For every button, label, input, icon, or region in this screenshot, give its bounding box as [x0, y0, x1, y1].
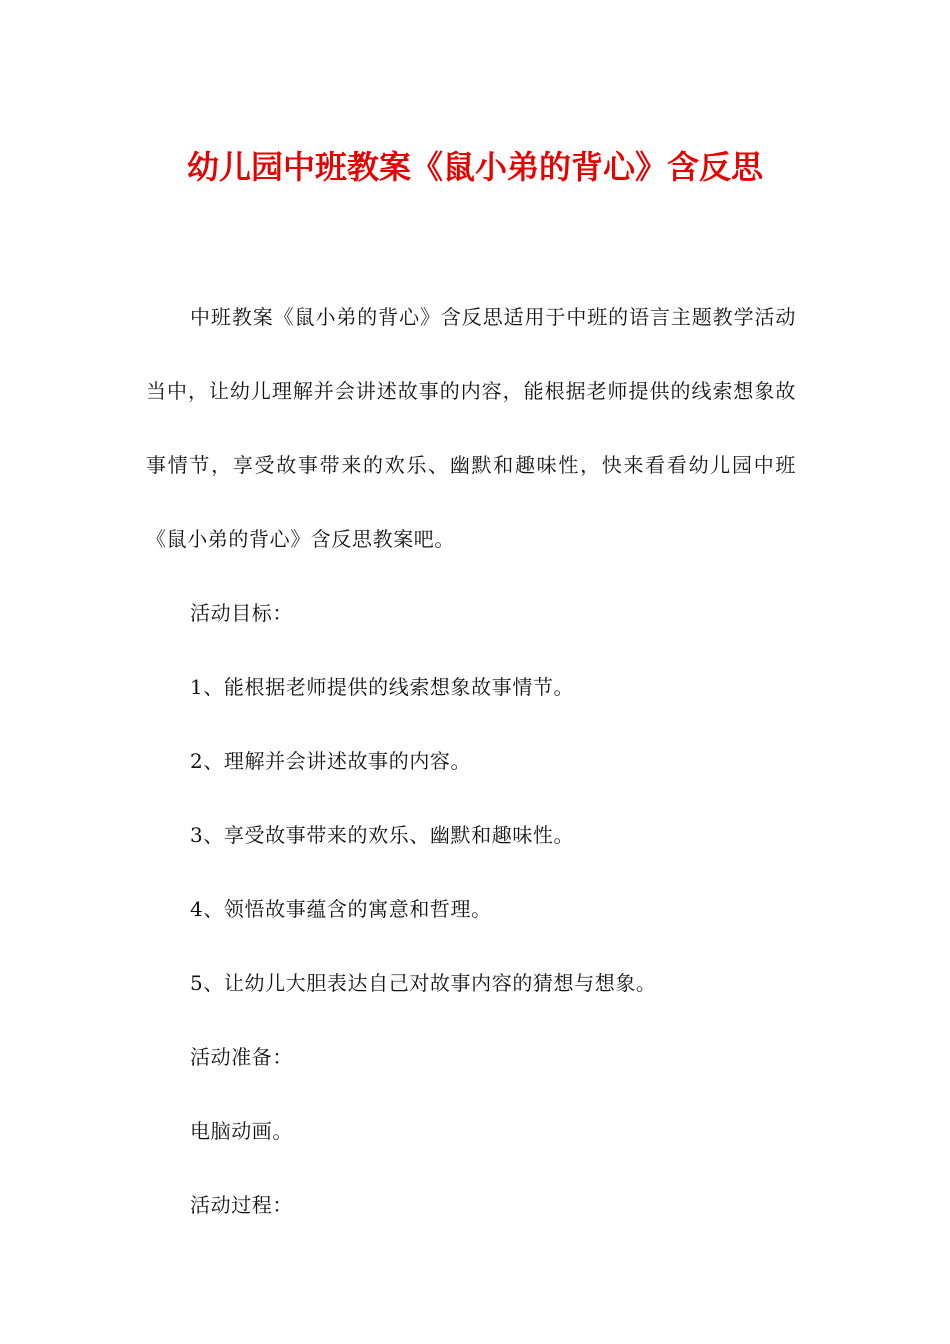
goal-item-3: 3、享受故事带来的欢乐、幽默和趣味性。 — [190, 823, 575, 847]
preparation-item: 电脑动画。 — [190, 1119, 293, 1143]
section-heading-goals: 活动目标： — [190, 601, 293, 625]
document-title: 幼儿园中班教案《鼠小弟的背心》含反思 — [186, 148, 763, 186]
section-heading-process: 活动过程： — [190, 1193, 293, 1217]
section-heading-preparation: 活动准备： — [190, 1045, 293, 1069]
goal-item-2: 2、理解并会讲述故事的内容。 — [190, 749, 472, 773]
intro-paragraph: 中班教案《鼠小弟的背心》含反思适用于中班的语言主题教学活动当中，让幼儿理解并会讲述故事的内容，能根据老师提供的线索想象故事情节，享受故事带来的欢乐、幽默和趣味性，快来看看幼儿园中班《鼠小弟的背心》含反思教案吧。 — [146, 305, 796, 551]
goal-item-5: 5、让幼儿大胆表达自己对故事内容的猜想与想象。 — [190, 971, 657, 995]
document-body — [146, 280, 796, 1242]
goal-item-1: 1、能根据老师提供的线索想象故事情节。 — [190, 675, 575, 699]
goal-item-4: 4、领悟故事蕴含的寓意和哲理。 — [190, 897, 492, 921]
